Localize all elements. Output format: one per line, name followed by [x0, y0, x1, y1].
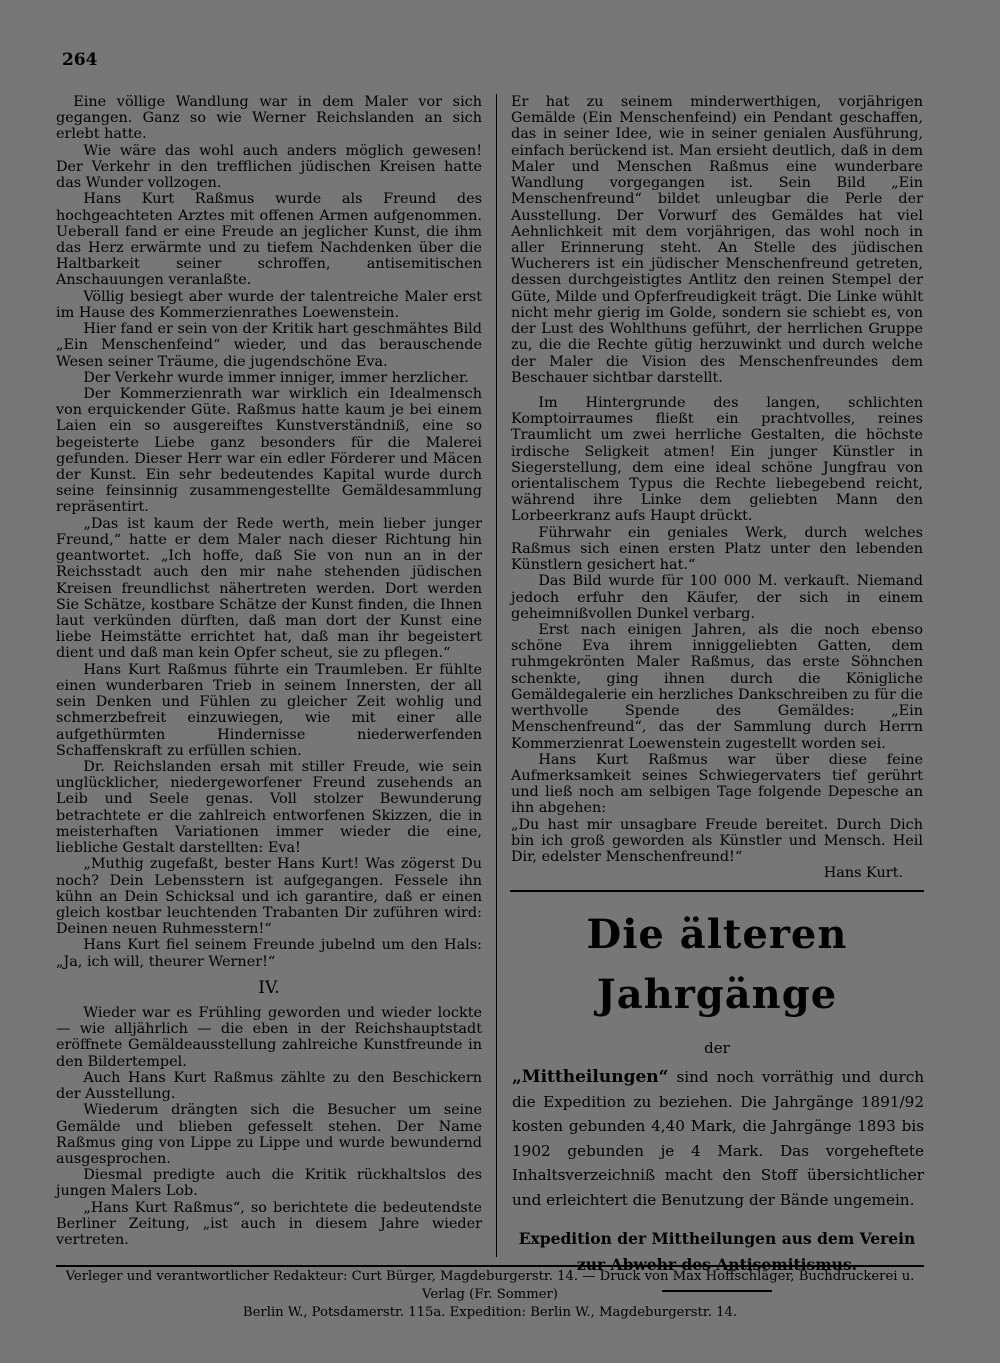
advertisement-footer-line: Expedition der Mittheilungen aus dem Verein — [518, 1229, 916, 1248]
signature: Hans Kurt. — [823, 865, 903, 882]
paragraph: Eine völlige Wandlung war in dem Maler vor sich gegangen. Ganz so wie Werner Reichslanden an sich erlebt hatte. — [56, 94, 482, 143]
paragraph: Dr. Reichslanden ersah mit stiller Freude, wie sein unglücklicher, niedergeworfener Freund zusehends an Leib und Seele genas. Voll stolzer Bewunderung betrachtete er die zahlreich entworfenen Skizzen, die in meisterhaften Variationen immer wieder die eine, liebliche Gestalt darstellten: Eva! — [56, 758, 482, 857]
paragraph: Das Bild wurde für 100 000 M. verkauft. Niemand jedoch erfuhr den Käufer, der sich in einem geheimnißvollen Dunkel verbarg. — [511, 573, 923, 622]
paragraph: „Das ist kaum der Rede werth, mein lieber junger Freund,“ hatte er dem Maler nach dieser Richtung hin geantwortet. „Ich hoffe, daß Sie von nun an in der Reichsstadt auch den mir nahe stehenden jüdischen Kreisen freundlichst nähertreten werden. Dort werden Sie Schätze, kostbare Schätze der Kunst finden, die Ihnen laut verkünden dürften, daß man dort der Kunst eine liebe Heimstätte errichtet hat, daß man ihr begeistert dient und daß man kein Opfer scheut, sie zu pflegen.“ — [56, 515, 482, 662]
imprint — [56, 1268, 924, 1322]
advertisement-der: der — [704, 1039, 730, 1057]
paragraph: Hier fand er sein von der Kritik hart geschmähtes Bild „Ein Menschenfeind“ wieder, und das berauschende Wesen seiner Träume, die jugendschöne Eva. — [56, 321, 482, 370]
advertisement-text: sind noch vorräthig und durch die Expedition zu beziehen. Die Jahrgänge 1891/92 kosten gebunden 4,40 Mark, die Jahrgänge 1893 bis 1902 gebunden je 4 Mark. Das vorgeheftete Inhaltsverzeichniß macht den Stoff übersichtlicher und erleichtert die Benutzung der Bände ungemein. — [512, 1068, 924, 1209]
advertisement-divider — [510, 890, 924, 892]
paragraph: Wiederum drängten sich die Besucher um seine Gemälde und blieben gefesselt stehen. Der Name Raßmus ging von Lippe zu Lippe und wurde bewundernd ausgesprochen. — [56, 1102, 482, 1167]
paragraph: Hans Kurt fiel seinem Freunde jubelnd um den Hals: „Ja, ich will, theurer Werner!“ — [56, 937, 482, 970]
advertisement — [510, 905, 924, 1292]
footer-rule — [56, 1265, 924, 1267]
left-column — [56, 94, 482, 1248]
paragraph: Er hat zu seinem minderwerthigen, vorjährigen Gemälde (Ein Menschenfeind) ein Pendant geschaffen, das in seiner Idee, wie in seiner genialen Ausführung, einfach berückend ist. Man ersieht deutlich, daß in dem Maler und Menschen Raßmus eine wunderbare Wandlung vorgegangen ist. Sein Bild „Ein Menschenfreund“ bildet unleugbar die Perle der Ausstellung. Der Vorwurf des Gemäldes hat viel Aehnlichkeit mit dem vorjährigen, das wohl noch in aller Erinnerung steht. An Stelle des jüdischen Wucherers ist ein jüdischer Menschenfreund getreten, dessen durchgeistigtes Antlitz den reinen Stempel der Güte, Milde und Opferfreudigkeit trägt. Die Linke wühlt nicht mehr gierig im Golde, sondern sie schiebt es, von der Lust des Wohlthuns geführt, der herrlichen Gruppe zu, die die Rechte gütig herzuwinkt und durch welche der Maler die Vision des Menschenfreundes dem Beschauer sichtbar darstellt. — [511, 94, 923, 386]
column-divider — [496, 94, 497, 1257]
paragraph: Im Hintergrunde des langen, schlichten Komptoirraumes fließt ein prachtvolles, reines Traumlicht um zwei herrliche Gestalten, die höchste irdische Seligkeit atmen! Ein junger Künstler in Siegerstellung, dem eine ideal schöne Jungfrau von orientalischem Typus die Rechte liebegebend reicht, während ihre Linke dem geliebten Mann den Lorbeerkranz aufs Haupt drückt. — [511, 394, 923, 525]
right-column — [511, 94, 923, 882]
paragraph: Führwahr ein geniales Werk, durch welches Raßmus sich einen ersten Platz unter den lebenden Künstlern gesichert hat.“ — [511, 524, 923, 574]
telegram-quote: „Du hast mir unsagbare Freude bereitet. Durch Dich bin ich groß geworden als Künstler und Mensch. Heil Dir, edelster Menschenfreund!“ — [511, 816, 923, 866]
page-number: 264 — [62, 50, 98, 70]
paragraph: „Muthig zugefaßt, bester Hans Kurt! Was zögerst Du noch? Dein Lebensstern ist aufgegangen. Fessele ihn kühn an Dein Schicksal und ich garantire, daß er einen gleich kostbar leuchtenden Trabanten Dir zuführen wird: Deinen neuen Ruhmesstern!“ — [56, 856, 482, 938]
paragraph: Hans Kurt Raßmus war über diese feine Aufmerksamkeit seines Schwiegervaters tief gerührt und ließ noch am selbigen Tage folgende Depesche an ihn abgehen: — [511, 751, 923, 817]
paragraph: Auch Hans Kurt Raßmus zählte zu den Beschickern der Ausstellung. — [56, 1069, 482, 1103]
imprint-line: Verleger und verantwortlicher Redakteur: Curt Bürger, Magdeburgerstr. 14. — Druck von Max Hoffschläger, Buchdruckerei u. Verlag (Fr. Sommer) — [65, 1269, 915, 1302]
paragraph: Erst nach einigen Jahren, als die noch ebenso schöne Eva ihrem inniggeliebten Gatten, dem ruhmgekrönten Maler Raßmus, das erste Söhnchen schenkte, ging ihnen durch die Königliche Gemäldegalerie ein herzliches Dankschreiben zu für die werthvolle Spende des Gemäldes: „Ein Menschenfreund“, das der Sammlung durch Herrn Kommerzienrat Loewenstein zugestellt worden sei. — [511, 622, 923, 752]
paragraph: Der Kommerzienrath war wirklich ein Idealmensch von erquickender Güte. Raßmus hatte kaum je bei einem Laien ein so ausgereiftes Kunstverständniß, eine so begeisterte Liebe ganz besonders für die Malerei gefunden. Dieser Herr war ein edler Förderer und Mäcen der Kunst. Ein sehr bedeutendes Kapital wurde durch seine feinsinnig zusammengestellte Gemäldesammlung repräsentirt. — [56, 385, 482, 516]
advertisement-lead: „Mittheilungen“ — [512, 1067, 669, 1087]
section-heading: IV. — [258, 977, 280, 998]
paragraph: Diesmal predigte auch die Kritik rückhaltslos des jungen Malers Lob. — [56, 1167, 482, 1200]
advertisement-body — [512, 1065, 924, 1212]
paragraph: „Hans Kurt Raßmus“, so berichtete die bedeutendste Berliner Zeitung, „ist auch in diesem Jahre wieder vertreten. — [56, 1199, 482, 1249]
paragraph: Wieder war es Frühling geworden und wieder lockte — wie alljährlich — die eben in der Reichshauptstadt eröffnete Gemäldeausstellung zahlreiche Kunstfreunde in den Bildertempel. — [56, 1005, 482, 1070]
paragraph: Wie wäre das wohl auch anders möglich gewesen! Der Verkehr in den trefflichen jüdischen Kreisen hatte das Wunder vollzogen. — [56, 142, 482, 192]
paragraph: Der Verkehr wurde immer inniger, immer herzlicher. — [83, 369, 469, 386]
paragraph: Hans Kurt Raßmus wurde als Freund des hochgeachteten Arztes mit offenen Armen aufgenommen. Ueberall fand er eine Freude an jeglicher Kunst, die ihm das Herz erwärmte und zu tiefem Nachdenken über die Haltbarkeit seiner schroffen, antisemitischen Anschauungen veranlaßte. — [56, 191, 482, 289]
imprint-line: Berlin W., Potsdamerstr. 115a. Expedition: Berlin W., Magdeburgerstr. 14. — [242, 1305, 738, 1320]
paragraph: Völlig besiegt aber wurde der talentreiche Maler erst im Hause des Kommerzienrathes Loewenstein. — [56, 288, 482, 321]
advertisement-title: Die älteren Jahrgänge — [586, 911, 848, 1018]
paragraph: Hans Kurt Raßmus führte ein Traumleben. Er fühlte einen wunderbaren Trieb in seinem Innersten, der all sein Denken und Fühlen zu gleicher Zeit wohlig und schmerzbefreit einzuwiegen, wie mit einer alle aufgethürmten Hindernisse niederwerfenden Schaffenskraft zu erfüllen schien. — [56, 661, 482, 759]
